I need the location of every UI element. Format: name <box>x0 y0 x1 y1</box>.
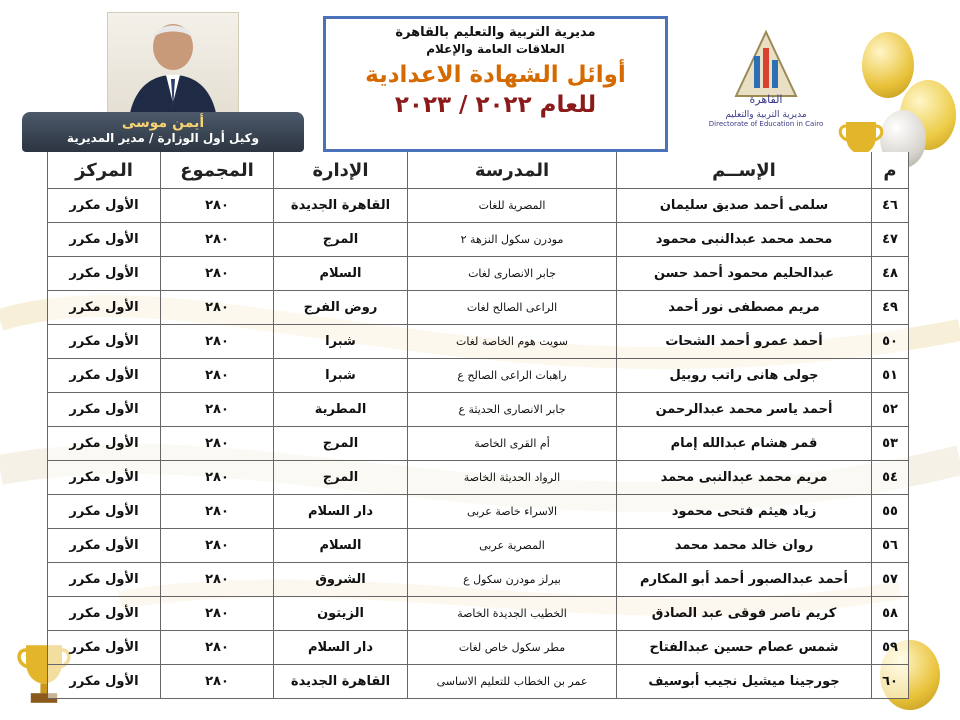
cell-name: أحمد عبدالصبور أحمد أبو المكارم <box>617 563 872 597</box>
col-header-name: الإســم <box>617 152 872 189</box>
logo-wordmark: القاهرة <box>749 93 783 106</box>
cell-school: راهبات الراعى الصالح ع <box>408 359 617 393</box>
col-header-district: الإدارة <box>274 152 408 189</box>
official-photo <box>107 12 239 126</box>
cell-school: المصرية عربى <box>408 529 617 563</box>
col-header-school: المدرسة <box>408 152 617 189</box>
cell-district: القاهرة الجديدة <box>274 665 408 699</box>
table-row <box>48 597 909 631</box>
title-box <box>323 16 668 152</box>
cell-num: ٥٩ <box>872 631 909 665</box>
cell-school: سويت هوم الخاصة لغات <box>408 325 617 359</box>
official-role: وكيل أول الوزارة / مدير المديرية <box>66 131 260 145</box>
cell-total: ٢٨٠ <box>161 631 274 665</box>
cell-num: ٥٢ <box>872 393 909 427</box>
cell-rank: الأول مكرر <box>48 189 161 223</box>
cell-name: أحمد ياسر محمد عبدالرحمن <box>617 393 872 427</box>
logo-caption-arabic: مديرية التربية والتعليم <box>725 110 807 120</box>
cell-total: ٢٨٠ <box>161 257 274 291</box>
cell-num: ٥٥ <box>872 495 909 529</box>
cell-school: عمر بن الخطاب للتعليم الاساسى <box>408 665 617 699</box>
results-table <box>47 152 909 699</box>
table-row <box>48 563 909 597</box>
cell-name: جولى هانى راتب روبيل <box>617 359 872 393</box>
cell-rank: الأول مكرر <box>48 495 161 529</box>
cell-num: ٥١ <box>872 359 909 393</box>
logo-caption-english: Directorate of Education in Cairo <box>708 120 824 128</box>
table-row <box>48 223 909 257</box>
cell-school: الاسراء خاصة عربى <box>408 495 617 529</box>
logo-emblem-icon <box>726 26 806 106</box>
cell-district: شبرا <box>274 359 408 393</box>
table-row <box>48 359 909 393</box>
cell-rank: الأول مكرر <box>48 291 161 325</box>
cell-name: عبدالحليم محمود أحمد حسن <box>617 257 872 291</box>
cell-district: القاهرة الجديدة <box>274 189 408 223</box>
col-header-total: المجموع <box>161 152 274 189</box>
cell-school: بيرلز مودرن سكول ع <box>408 563 617 597</box>
cell-rank: الأول مكرر <box>48 393 161 427</box>
cell-district: الشروق <box>274 563 408 597</box>
cell-num: ٥٤ <box>872 461 909 495</box>
cell-num: ٥٣ <box>872 427 909 461</box>
cell-total: ٢٨٠ <box>161 665 274 699</box>
cell-rank: الأول مكرر <box>48 427 161 461</box>
cell-rank: الأول مكرر <box>48 597 161 631</box>
table-header-row <box>48 152 909 189</box>
cell-total: ٢٨٠ <box>161 597 274 631</box>
table-row <box>48 631 909 665</box>
cell-total: ٢٨٠ <box>161 393 274 427</box>
cell-total: ٢٨٠ <box>161 223 274 257</box>
cell-rank: الأول مكرر <box>48 563 161 597</box>
cell-district: الزيتون <box>274 597 408 631</box>
cell-name: شمس عصام حسين عبدالفتاح <box>617 631 872 665</box>
table-row <box>48 665 909 699</box>
cell-total: ٢٨٠ <box>161 495 274 529</box>
col-header-num: م <box>872 152 909 189</box>
cell-name: زياد هيثم فتحى محمود <box>617 495 872 529</box>
cell-name: سلمى أحمد صديق سليمان <box>617 189 872 223</box>
department-name: العلاقات العامة والإعلام <box>426 42 565 56</box>
cell-district: المطرية <box>274 393 408 427</box>
cell-rank: الأول مكرر <box>48 529 161 563</box>
academic-year: للعام ٢٠٢٢ / ٢٠٢٣ <box>394 92 597 118</box>
cell-district: المرج <box>274 427 408 461</box>
cell-name: مريم محمد عبدالنبى محمد <box>617 461 872 495</box>
cell-district: السلام <box>274 257 408 291</box>
cell-school: مودرن سكول النزهة ٢ <box>408 223 617 257</box>
cell-name: جورجينا ميشيل نجيب أبوسيف <box>617 665 872 699</box>
cell-school: المصرية للغات <box>408 189 617 223</box>
cell-school: الرواد الحديثة الخاصة <box>408 461 617 495</box>
cell-rank: الأول مكرر <box>48 631 161 665</box>
cell-name: قمر هشام عبدالله إمام <box>617 427 872 461</box>
cell-num: ٤٨ <box>872 257 909 291</box>
directorate-name: مديرية التربية والتعليم بالقاهرة <box>395 25 596 40</box>
cell-num: ٥٦ <box>872 529 909 563</box>
cell-total: ٢٨٠ <box>161 529 274 563</box>
cell-num: ٥٧ <box>872 563 909 597</box>
cell-school: جابر الانصارى لغات <box>408 257 617 291</box>
cell-school: مطر سكول خاص لغات <box>408 631 617 665</box>
cell-rank: الأول مكرر <box>48 223 161 257</box>
cell-district: دار السلام <box>274 631 408 665</box>
directorate-logo <box>706 26 826 136</box>
cell-name: مريم مصطفى نور أحمد <box>617 291 872 325</box>
cell-total: ٢٨٠ <box>161 563 274 597</box>
col-header-rank: المركز <box>48 152 161 189</box>
cell-num: ٥٠ <box>872 325 909 359</box>
cell-rank: الأول مكرر <box>48 257 161 291</box>
cell-school: الراعى الصالح لغات <box>408 291 617 325</box>
cell-total: ٢٨٠ <box>161 291 274 325</box>
table-row <box>48 393 909 427</box>
table-row <box>48 427 909 461</box>
cell-num: ٤٩ <box>872 291 909 325</box>
cell-name: محمد محمد عبدالنبى محمود <box>617 223 872 257</box>
cell-school: أم القرى الخاصة <box>408 427 617 461</box>
table-row <box>48 189 909 223</box>
cell-district: السلام <box>274 529 408 563</box>
cell-rank: الأول مكرر <box>48 359 161 393</box>
cell-rank: الأول مكرر <box>48 665 161 699</box>
person-icon <box>108 13 238 125</box>
cell-total: ٢٨٠ <box>161 427 274 461</box>
cell-num: ٦٠ <box>872 665 909 699</box>
official-portrait <box>22 12 304 145</box>
cell-num: ٤٧ <box>872 223 909 257</box>
table-row <box>48 257 909 291</box>
table-row <box>48 291 909 325</box>
cell-district: المرج <box>274 461 408 495</box>
table-row <box>48 461 909 495</box>
cell-name: روان خالد محمد محمد <box>617 529 872 563</box>
cell-name: كريم ناصر فوقى عبد الصادق <box>617 597 872 631</box>
cell-school: الخطيب الجديدة الخاصة <box>408 597 617 631</box>
cell-rank: الأول مكرر <box>48 325 161 359</box>
official-nameplate <box>22 112 304 152</box>
cell-name: أحمد عمرو أحمد الشحات <box>617 325 872 359</box>
cell-total: ٢٨٠ <box>161 189 274 223</box>
cell-num: ٥٨ <box>872 597 909 631</box>
balloon-icon <box>862 32 914 98</box>
cell-rank: الأول مكرر <box>48 461 161 495</box>
cell-num: ٤٦ <box>872 189 909 223</box>
table-row <box>48 495 909 529</box>
cell-total: ٢٨٠ <box>161 325 274 359</box>
official-name: أيمن موسى <box>121 115 205 131</box>
cell-district: المرج <box>274 223 408 257</box>
page-title: أوائل الشهادة الاعدادية <box>365 62 626 88</box>
cell-total: ٢٨٠ <box>161 461 274 495</box>
cell-school: جابر الانصارى الحديثة ع <box>408 393 617 427</box>
cell-district: شبرا <box>274 325 408 359</box>
table-row <box>48 325 909 359</box>
cell-district: دار السلام <box>274 495 408 529</box>
cell-total: ٢٨٠ <box>161 359 274 393</box>
table-row <box>48 529 909 563</box>
cell-district: روض الفرج <box>274 291 408 325</box>
